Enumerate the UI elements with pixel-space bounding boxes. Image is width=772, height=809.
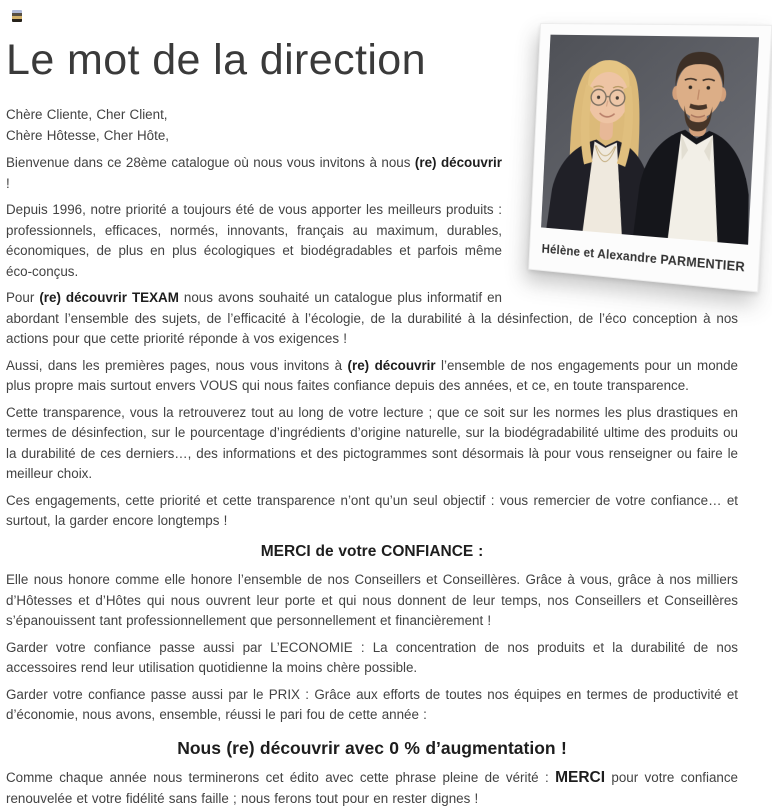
direction-photo [541, 35, 759, 245]
polaroid-frame [528, 23, 772, 293]
paragraph-elle-nous-honore: Elle nous honore comme elle honore l’ensemble de nos Conseillers et Conseillères. Grâce à vous, grâce à nos milliers d’Hôtesses et d’Hôtes qui nous ouvrent leur porte et qui nous donnent de leur temps, nos Conseillers et Conseillères s’épanouissent tant professionnellement que personnellement et financièrement ! [6, 570, 738, 632]
paragraph-transparence: Cette transparence, vous la retrouverez tout au long de votre lecture ; que ce soit sur les normes les plus drastiques en termes de désinfection, sur le pourcentage d’ingrédients d’origine naturelle, sur la biodégradabilité ultime des produits ou la durabilité de ces derniers…, des informations et des pictogrammes sont désormais là pour vous renseigner ou faire le meilleur choix. [6, 403, 738, 485]
paragraph-depuis-1996: Depuis 1996, notre priorité a toujours été de vous apporter les meilleurs produits : professionnels, efficaces, normés, innovants, français au maximum, durables, économiques, de plus en plus écologiques et biodégradables et parfois même éco-conçus. [6, 200, 738, 282]
heading-merci-confiance: MERCI de votre CONFIANCE : [6, 542, 738, 563]
paragraph-economie: Garder votre confiance passe aussi par L’ECONOMIE : La concentration de nos produits et la durabilité de nos accessoires rend leur utilisation quotidienne la moins chère possible. [6, 638, 738, 679]
page-title: Le mot de la direction [6, 36, 738, 85]
heading-zero-augmentation: Nous (re) découvrir avec 0 % d’augmentation ! [6, 738, 738, 759]
page-thumbnail-icon [12, 10, 22, 22]
paragraph-engagements: Ces engagements, cette priorité et cette transparence n’ont qu’un seul objectif : vous remercier de votre confiance… et surtout, la garder encore longtemps ! [6, 491, 738, 532]
paragraph-greeting: Chère Cliente, Cher Client, Chère Hôtesse, Cher Hôte, [6, 105, 738, 146]
paragraph-bienvenue: Bienvenue dans ce 28ème catalogue où nous vous invitons à nous (re) découvrir ! [6, 153, 738, 194]
photo-caption: Hélène et Alexandre PARMENTIER [539, 227, 748, 290]
paragraph-prix: Garder votre confiance passe aussi par le PRIX : Grâce aux efforts de toutes nos équipes en termes de productivité et d’économie, nous avons, ensemble, réussi le pari fou de cette année : [6, 685, 738, 726]
paragraph-aussi: Aussi, dans les premières pages, nous vous invitons à (re) découvrir l’ensemble de nos engagements pour un monde plus propre mais surtout envers VOUS qui nous faites confiance depuis des années, et ce, en toute transparence. [6, 356, 738, 397]
direction-photo-polaroid [514, 24, 764, 294]
paragraph-pour-texam: Pour (re) découvrir TEXAM nous avons souhaité un catalogue plus informatif en abordant l’ensemble des sujets, de l’efficacité à l’écologie, de la durabilité à la désinfection, de l’éco conception à nos actions pour que cette priorité réponde à vos exigences ! [6, 288, 738, 350]
paragraph-conclusion: Comme chaque année nous terminerons cet édito avec cette phrase pleine de vérité : MERCI pour votre confiance renouvelée et votre fidélité sans faille ; nous ferons tout pour en rester dignes ! [6, 768, 738, 809]
portrait-illustration [541, 35, 759, 245]
